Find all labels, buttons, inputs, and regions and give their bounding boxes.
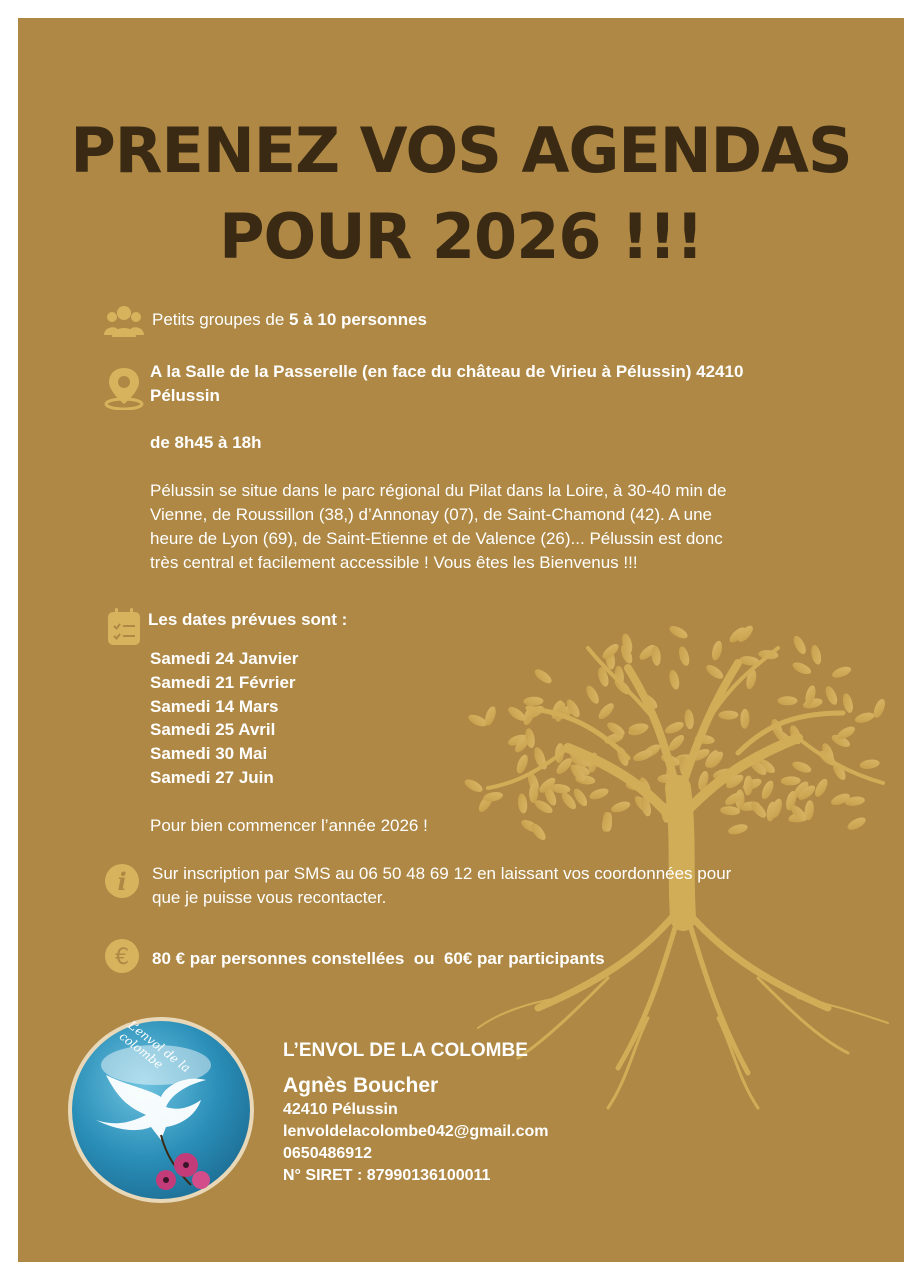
- tree-leaf: [778, 696, 798, 705]
- tree-leaf: [515, 753, 531, 775]
- tree-leaf: [517, 793, 528, 814]
- groups-text: [152, 308, 427, 332]
- tree-leaf: [588, 786, 610, 801]
- tree-leaf: [810, 644, 823, 666]
- tree-leaf: [813, 777, 830, 799]
- tree-leaf: [463, 777, 485, 795]
- location-line-1: A la Salle de la Passerelle (en face du château de Virieu à Pélussin) 42410: [150, 362, 744, 381]
- calendar-checklist-icon: [106, 607, 142, 647]
- tree-leaf: [791, 634, 808, 656]
- date-item: Samedi 14 Mars: [150, 696, 279, 716]
- tree-leaf: [596, 701, 616, 722]
- date-item: Samedi 25 Avril: [150, 720, 276, 740]
- page-title-line-1: PRENEZ VOS AGENDAS: [70, 114, 852, 187]
- euro-icon: [104, 938, 140, 974]
- tree-leaf: [684, 709, 695, 730]
- info-icon: [104, 863, 140, 899]
- tree-leaf: [859, 758, 880, 770]
- people-group-icon: [104, 303, 144, 339]
- tree-leaf: [718, 710, 738, 719]
- dates-heading: Les dates prévues sont :: [148, 610, 348, 629]
- description-line: heure de Lyon (69), de Saint-Etienne et de Valence (26)... Pélussin est donc: [150, 529, 723, 548]
- location-line-2: Pélussin: [150, 386, 220, 405]
- svg-text:€: €: [115, 945, 129, 970]
- contact-phone[interactable]: 0650486912: [283, 1145, 372, 1162]
- description-line: très central et facilement accessible ! Vous êtes les Bienvenus !!!: [150, 553, 638, 572]
- tree-leaf: [523, 696, 543, 706]
- tree-leaf: [759, 779, 775, 801]
- siret-number: N° SIRET : 87990136100011: [283, 1167, 491, 1184]
- description-line: Vienne, de Roussillon (38,) d’Annonay (07), de Saint-Chamond (42). A une: [150, 505, 712, 524]
- tree-leaf: [668, 624, 690, 641]
- date-item: Samedi 30 Mai: [150, 744, 268, 764]
- date-item: Samedi 27 Juin: [150, 767, 274, 787]
- date-item: Samedi 21 Février: [150, 672, 296, 692]
- tree-leaf: [704, 662, 725, 681]
- date-item: Samedi 24 Janvier: [150, 649, 299, 668]
- tree-leaf: [791, 660, 813, 677]
- tree-leaf: [846, 815, 868, 832]
- location-description: [150, 479, 830, 575]
- tree-leaf: [791, 759, 813, 775]
- tree-leaf: [740, 709, 749, 729]
- dates-closing: Pour bien commencer l’année 2026 !: [150, 816, 428, 835]
- svg-text:i: i: [117, 867, 127, 896]
- contact-email[interactable]: lenvoldelacolombe042@gmail.com: [283, 1123, 549, 1140]
- description-line: Pélussin se situe dans le parc régional du Pilat dans la Loire, à 30-40 min de: [150, 481, 727, 500]
- tree-leaf: [610, 799, 632, 814]
- contact-name: Agnès Boucher: [283, 1074, 439, 1097]
- tree-leaf: [854, 711, 876, 725]
- page-title-line-2: POUR 2026 !!!: [219, 200, 703, 273]
- map-pin-icon: [104, 366, 144, 410]
- tree-leaf: [663, 720, 685, 736]
- tree-leaf: [743, 775, 753, 795]
- tree-leaf: [823, 685, 839, 707]
- tree-leaf: [668, 669, 681, 691]
- tree-leaf: [584, 684, 602, 706]
- groups-size: 5 à 10 personnes: [289, 310, 427, 329]
- tree-leaf: [532, 667, 553, 686]
- logo-text: L’envol de la colombe: [116, 1018, 194, 1076]
- opening-hours: de 8h45 à 18h: [150, 433, 262, 452]
- tree-leaf: [710, 640, 724, 662]
- dates-list: [150, 647, 298, 790]
- tree-leaf: [677, 645, 691, 667]
- info-line-2: que je puisse vous recontacter.: [152, 888, 387, 907]
- price-text: 80 € par personnes constellées ou 60€ par participants: [152, 949, 605, 968]
- tree-leaf: [781, 776, 801, 786]
- info-line-1: Sur inscription par SMS au 06 50 48 69 12 en laissant vos coordonnées pour: [152, 864, 732, 883]
- org-name: L’ENVOL DE LA COLOMBE: [283, 1040, 528, 1061]
- tree-leaf: [831, 664, 853, 680]
- poster: [18, 18, 904, 1262]
- tree-leaf: [727, 822, 749, 836]
- contact-city: 42410 Pélussin: [283, 1101, 398, 1118]
- groups-prefix: Petits groupes de: [152, 310, 290, 329]
